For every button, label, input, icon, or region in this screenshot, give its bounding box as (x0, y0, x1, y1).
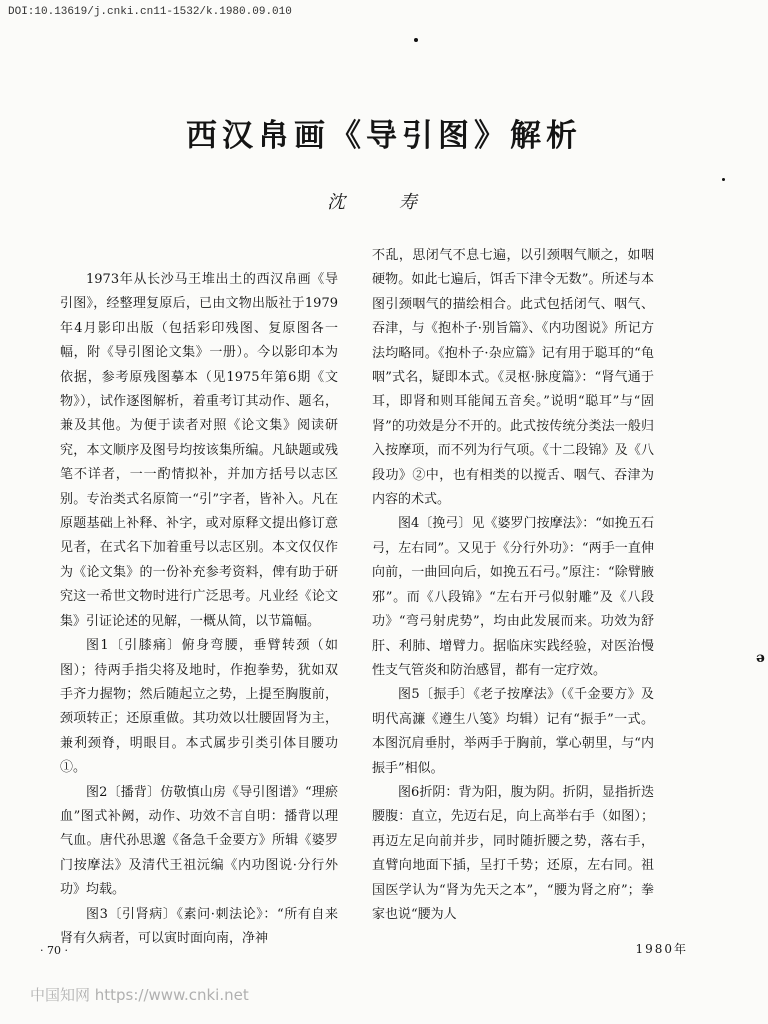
right-column (372, 244, 654, 927)
paragraph: 图5〔振手〕《老子按摩法》（《千金要方》及明代高濂《遵生八笺》均辑）记有“振手”一式。本图沉肩垂肘，举两手于胸前，掌心朝里，与“内振手”相似。 (372, 687, 654, 776)
page-number: · 70 · (40, 944, 68, 957)
speck-mark (722, 178, 725, 181)
paragraph: 图4〔挽弓〕见《婆罗门按摩法》：“如挽五石弓，左右同”。又见于《分行外功》：“两手一直伸向前，一曲回向后，如挽五石弓。”原注：“除臂腋邪”。而《八段锦》“左右开弓似射雕”及《八段功》“弯弓射虎势”，均由此发展而来。功效为舒肝、利肺、增臂力。据临床实践经验，对医治慢性支气管炎和防治感冒，都有一定疗效。 (372, 516, 654, 678)
paragraph: 不乱，思闭气不息七遍，以引颈咽气顺之，如咽硬物。如此七遍后，饵舌下津令无数”。所述与本图引颈咽气的描绘相合。此式包括闭气、咽气、吞津，与《抱朴子·别旨篇》、《内功图说》所记方法均略同。《抱朴子·杂应篇》记有用于聪耳的“龟咽”式名，疑即本式。《灵枢·脉度篇》：“肾气通于耳，即肾和则耳能闻五音矣。”说明“聪耳”与“固肾”的功效是分不开的。此式按传统分类法一般归入按摩项，而不列为行气项。《十二段锦》及《八段功》②中，也有相类的以搅舌、咽气、吞津为内容的术式。 (372, 248, 654, 508)
left-column (60, 268, 338, 951)
article-author: 沈 寿 (327, 192, 441, 213)
paragraph: 图1〔引膝痛〕俯身弯腰，垂臂转颈（如图）；待两手指尖将及地时，作抱拳势，犹如双手齐力握物；然后随起立之势，上提至胸腹前，颈项转正；还原重做。其功效以壮腰固肾为主，兼利颈脊，明眼目。本式属步引类引体目腰功①。 (60, 638, 338, 776)
speck-mark (414, 38, 418, 42)
paragraph: 1973年从长沙马王堆出土的西汉帛画《导引图》，经整理复原后，已由文物出版社于1979年4月影印出版（包括彩印残图、复原图各一幅，附《导引图论文集》一册）。今以影印本为依据，参考原残图摹本（见1975年第6期《文物》），试作逐图解析，着重考订其动作、题名，兼及其他。为便于读者对照《论文集》阅读研究，本文顺序及图号均按该集所编。凡缺题或残笔不详者，一一酌情拟补，并加方括号以志区别。专治类式名原简一“引”字者，皆补入。凡在原题基础上补释、补字，或对原释文提出修订意见者，在式名下加着重号以志区别。本文仅仅作为《论文集》的一份补充参考资料，俾有助于研究这一希世文物时进行广泛思考。凡业经《论文集》引证论述的见解，一概从简，以节篇幅。 (60, 272, 338, 629)
paragraph: 图3〔引肾病〕《素问·刺法论》：“所有自来肾有久病者，可以寅时面向南，净神 (60, 906, 338, 946)
margin-mark: ə (756, 650, 765, 666)
paragraph: 图6折阴：背为阳，腹为阴。折阴，显指折迭腰腹：直立，先迈右足，向上高举右手（如图）；再迈左足向前并步，同时随折腰之势，落右手，直臂向地面下插，呈打千势；还原，左右同。祖国医学认为“肾为先天之本”，“腰为肾之府”；拳家也说“腰为人 (372, 784, 654, 922)
article-title: 西汉帛画《导引图》解析 (186, 118, 582, 154)
cnki-watermark: 中国知网 https://www.cnki.net (30, 986, 249, 1004)
doi-header: DOI:10.13619/j.cnki.cn11-1532/k.1980.09.010 (8, 6, 292, 18)
issue-year: 1980年 (635, 942, 688, 956)
paragraph: 图2〔播背〕仿敬慎山房《导引图谱》“理瘀血”图式补阙，动作、功效不言自明：播背以理气血。唐代孙思邈《备急千金要方》所辑《婆罗门按摩法》及清代王祖沅编《内功图说·分行外功》均载。 (60, 784, 338, 898)
